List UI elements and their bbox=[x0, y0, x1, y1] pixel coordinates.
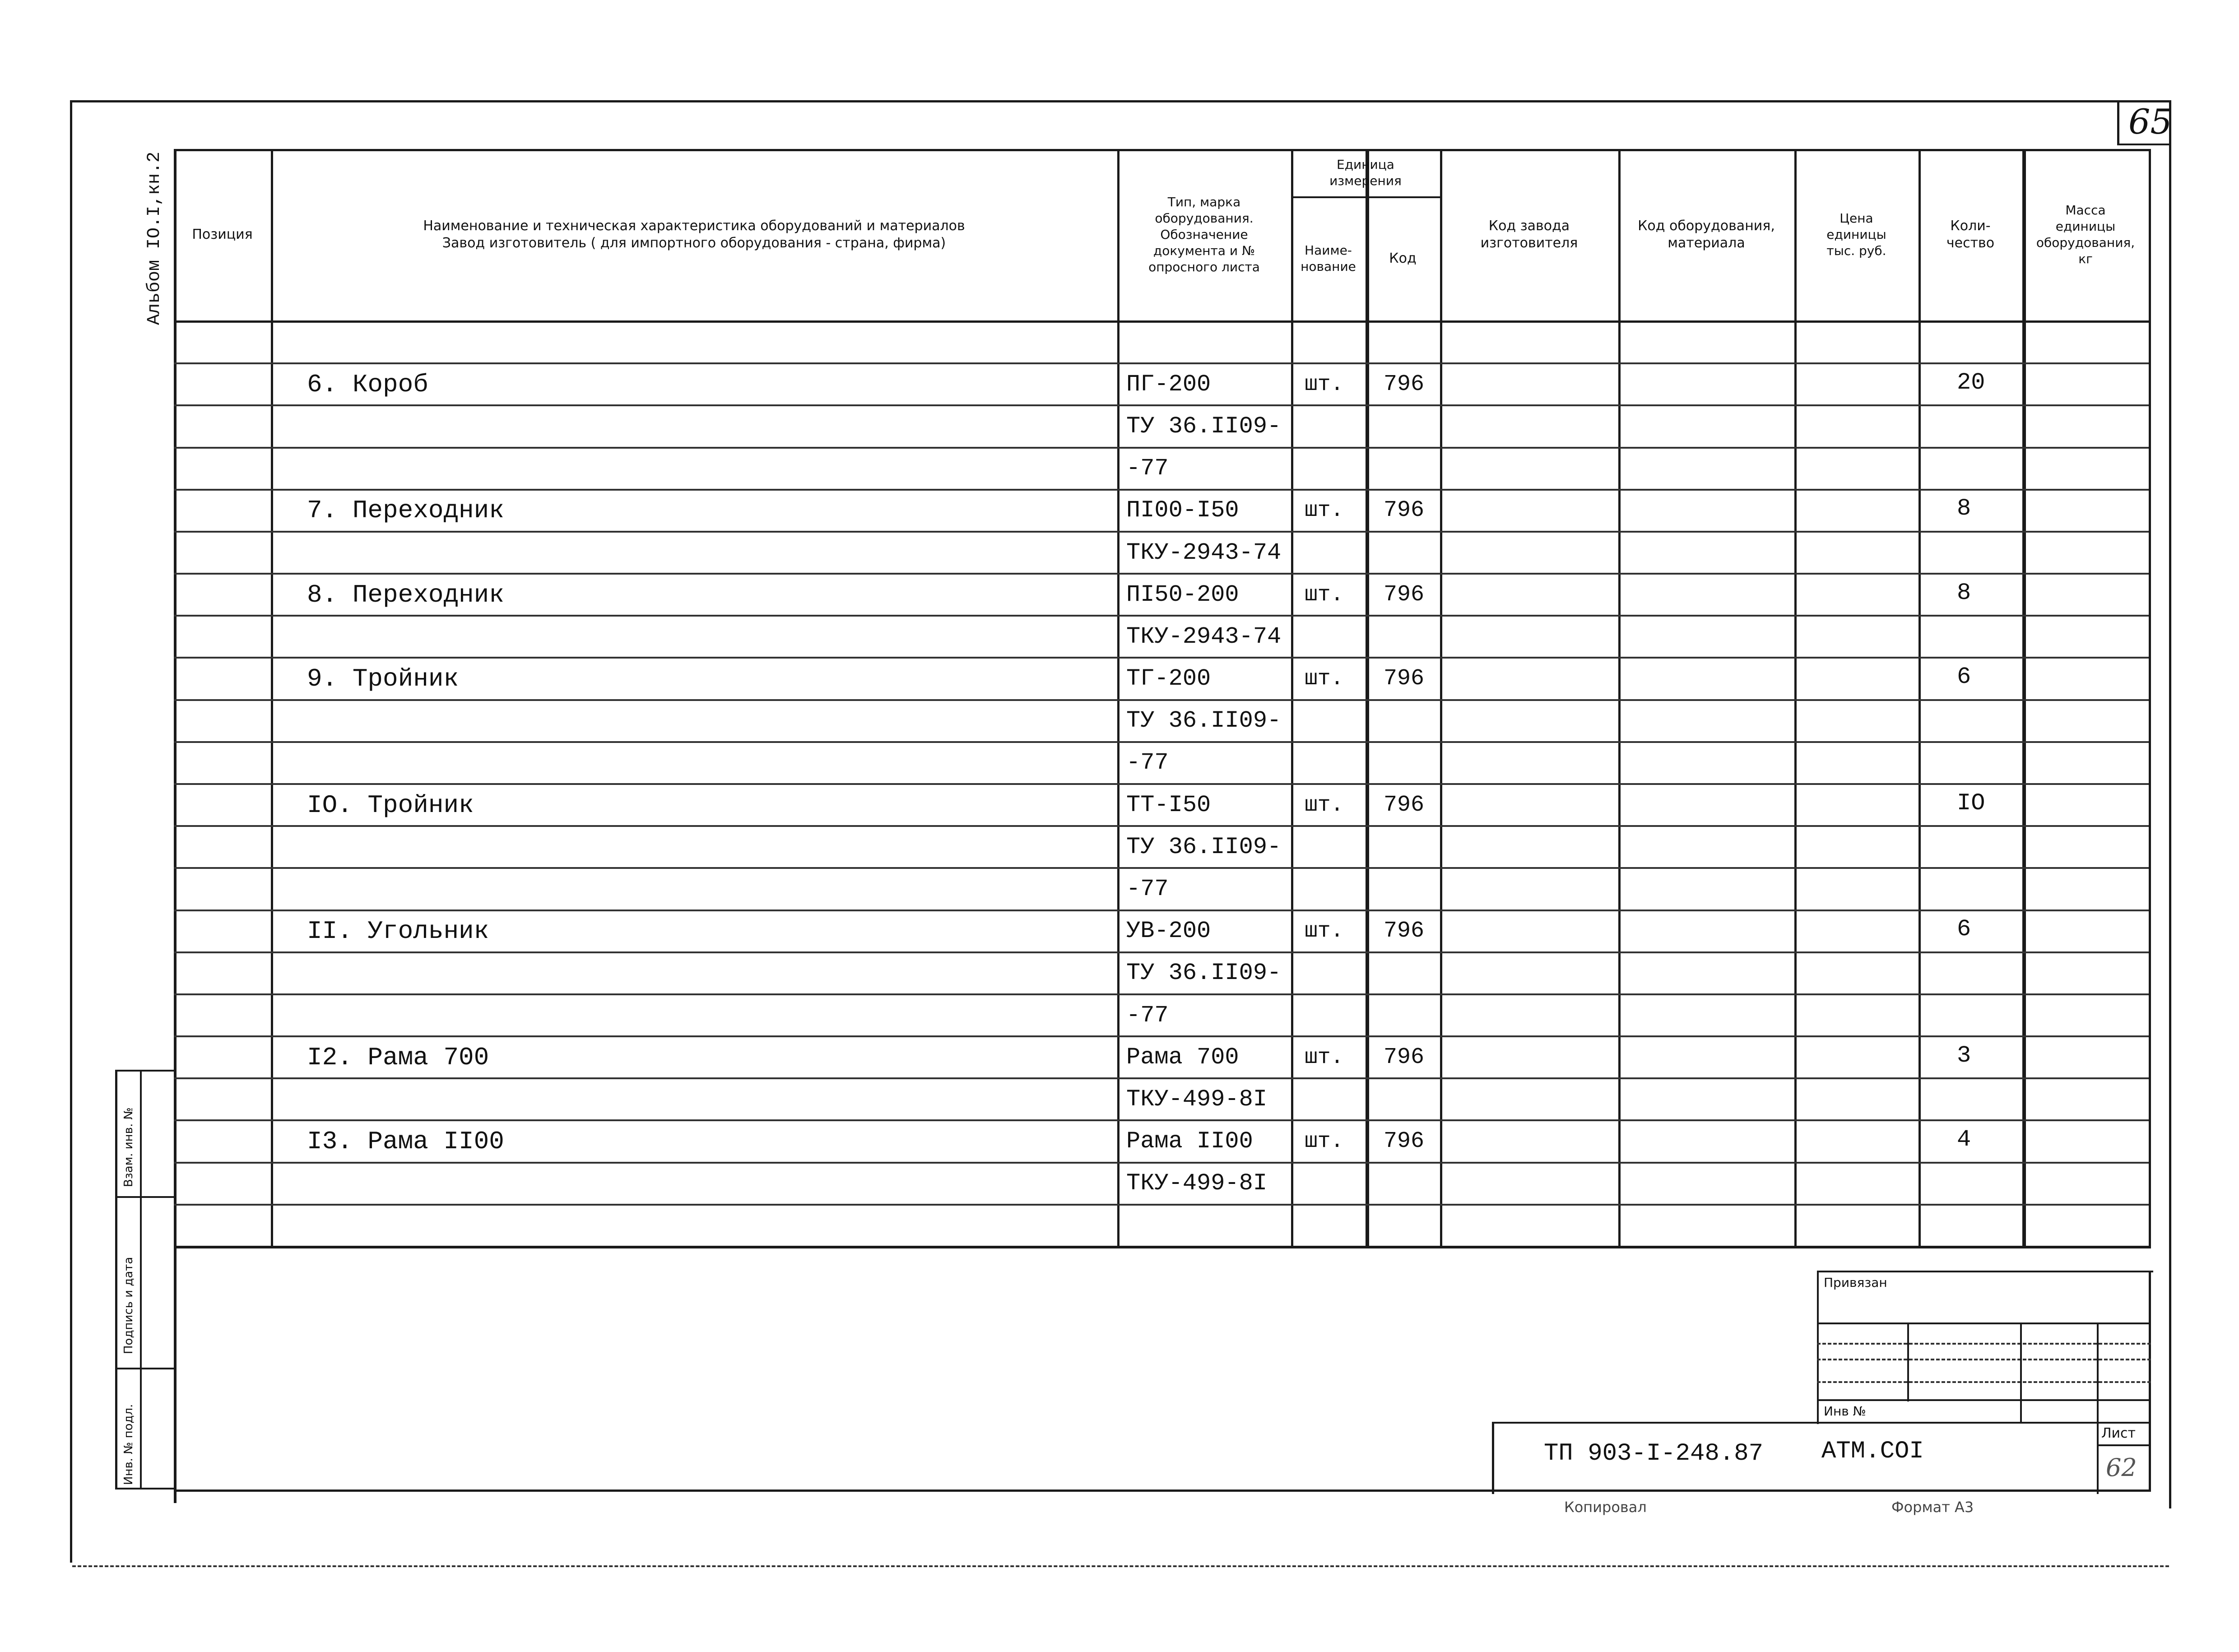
page-number-box-bottom bbox=[2117, 144, 2171, 145]
item-type: -77 bbox=[1126, 455, 1169, 482]
item-quantity: 3 bbox=[1957, 1042, 1971, 1069]
applied-label: Привязан bbox=[1824, 1275, 1887, 1290]
item-unit: шт. bbox=[1305, 667, 1344, 691]
item-type: ТУ 36.II09- bbox=[1126, 960, 1282, 986]
item-type: ТКУ-499-8I bbox=[1126, 1170, 1268, 1197]
header-unit-code: Код bbox=[1389, 250, 1417, 266]
table-row-line bbox=[174, 573, 2149, 575]
item-unit: шт. bbox=[1305, 498, 1344, 523]
table-row-line bbox=[174, 489, 2149, 491]
item-type: УВ-200 bbox=[1126, 918, 1211, 944]
item-unit: шт. bbox=[1305, 1129, 1344, 1154]
side-stamp-sep1 bbox=[115, 1196, 176, 1198]
table-row-line bbox=[174, 867, 2149, 869]
header-unit-group: Единица измерения bbox=[1329, 157, 1402, 188]
table-row-line bbox=[174, 951, 2149, 953]
item-unit: шт. bbox=[1305, 372, 1344, 397]
item-unit-code: 796 bbox=[1384, 582, 1425, 608]
table-row-line bbox=[174, 783, 2149, 785]
outer-frame-left bbox=[70, 100, 72, 1563]
item-type: ТУ 36.II09- bbox=[1126, 707, 1282, 734]
item-type: -77 bbox=[1126, 876, 1169, 902]
inv-no-label: Инв № bbox=[1824, 1404, 1866, 1419]
side-stamp-top bbox=[115, 1070, 176, 1072]
item-name: I3. Рама II00 bbox=[307, 1127, 504, 1156]
item-name: I2. Рама 700 bbox=[307, 1043, 489, 1072]
side-stamp-bottom bbox=[115, 1488, 176, 1490]
outer-frame-right bbox=[2169, 100, 2171, 1508]
item-unit: шт. bbox=[1305, 793, 1344, 817]
table-body-bottom bbox=[174, 1246, 2149, 1248]
header-price: Цена единицы тыс. руб. bbox=[1826, 211, 1886, 258]
item-type: -77 bbox=[1126, 749, 1169, 776]
item-type: ТТ-I50 bbox=[1126, 792, 1211, 818]
item-name: IO. Тройник bbox=[307, 791, 474, 820]
item-type: Рама II00 bbox=[1126, 1128, 1253, 1155]
item-unit: шт. bbox=[1305, 583, 1344, 607]
item-quantity: 8 bbox=[1957, 580, 1971, 606]
side-stamp-box1-label: Взам. инв. № bbox=[122, 1107, 135, 1187]
item-type: ТКУ-499-8I bbox=[1126, 1086, 1268, 1113]
sheet-label: Лист bbox=[2101, 1425, 2136, 1441]
table-row-line bbox=[174, 615, 2149, 617]
item-unit-code: 796 bbox=[1384, 918, 1425, 944]
inner-frame-bottom bbox=[174, 1490, 2151, 1492]
document-code: ТП 903-I-248.87 bbox=[1544, 1440, 1764, 1467]
item-type: -77 bbox=[1126, 1002, 1169, 1029]
table-row-line bbox=[174, 1035, 2149, 1037]
item-type: ПГ-200 bbox=[1126, 371, 1211, 398]
item-quantity: 8 bbox=[1957, 495, 1971, 522]
table-row-line bbox=[174, 1077, 2149, 1079]
table-row-line bbox=[174, 825, 2149, 827]
table-row-line bbox=[174, 531, 2149, 533]
side-stamp-box2-label: Подпись и дата bbox=[122, 1257, 135, 1354]
item-unit-code: 796 bbox=[1384, 666, 1425, 691]
item-unit: шт. bbox=[1305, 919, 1344, 943]
table-row-line bbox=[174, 699, 2149, 701]
item-quantity: IO bbox=[1957, 790, 1985, 817]
sheet-number: 62 bbox=[2106, 1453, 2137, 1482]
item-name: 8. Переходник bbox=[307, 580, 504, 609]
table-column-border bbox=[2149, 149, 2151, 1248]
item-type: ТКУ-2943-74 bbox=[1126, 623, 1282, 650]
item-type: ТГ-200 bbox=[1126, 665, 1211, 692]
table-row-line bbox=[174, 362, 2149, 364]
item-unit-code: 796 bbox=[1384, 371, 1425, 397]
outer-frame-bottom bbox=[72, 1565, 2169, 1567]
header-type: Тип, марка оборудования. Обозначение документа и № опросного листа bbox=[1148, 195, 1260, 274]
format-label: Формат А3 bbox=[1891, 1499, 1974, 1516]
item-unit-code: 796 bbox=[1384, 497, 1425, 523]
header-quantity: Коли- чество bbox=[1946, 218, 1995, 251]
item-type: ТКУ-2943-74 bbox=[1126, 539, 1282, 566]
table-row-line bbox=[174, 910, 2149, 911]
side-stamp-box3-label: Инв. № подл. bbox=[122, 1404, 135, 1485]
header-factory-code: Код завода изготовителя bbox=[1480, 218, 1578, 251]
table-row-line bbox=[174, 1204, 2149, 1206]
item-quantity: 20 bbox=[1957, 369, 1985, 396]
table-row-line bbox=[174, 1119, 2149, 1121]
item-type: ТУ 36.II09- bbox=[1126, 413, 1282, 440]
header-mass: Масса единицы оборудования, кг bbox=[2036, 203, 2135, 266]
item-quantity: 4 bbox=[1957, 1126, 1971, 1153]
table-row-line bbox=[174, 404, 2149, 406]
header-position: Позиция bbox=[192, 227, 253, 242]
item-quantity: 6 bbox=[1957, 664, 1971, 690]
item-type: ПI50-200 bbox=[1126, 581, 1239, 608]
header-name: Наименование и техническая характеристика оборудований и материалов Завод изготовитель ( для импортного оборудования - страна, фирма) bbox=[423, 218, 965, 251]
item-unit-code: 796 bbox=[1384, 1044, 1425, 1070]
item-unit-code: 796 bbox=[1384, 792, 1425, 818]
header-unit-name: Наиме- нование bbox=[1301, 242, 1356, 274]
item-unit: шт. bbox=[1305, 1045, 1344, 1070]
item-unit-code: 796 bbox=[1384, 1128, 1425, 1154]
item-quantity: 6 bbox=[1957, 916, 1971, 942]
item-name: 7. Переходник bbox=[307, 496, 504, 525]
item-type: Рама 700 bbox=[1126, 1044, 1239, 1071]
item-name: 6. Короб bbox=[307, 370, 428, 399]
table-row-line bbox=[174, 741, 2149, 743]
item-type: ПI00-I50 bbox=[1126, 497, 1239, 524]
side-stamp-divider bbox=[140, 1070, 142, 1490]
copied-label: Копировал bbox=[1564, 1499, 1647, 1516]
page-number-box-left bbox=[2117, 100, 2119, 145]
header-equipment-code: Код оборудования, материала bbox=[1638, 218, 1775, 251]
side-stamp-sep2 bbox=[115, 1368, 176, 1369]
album-label: Альбом IO.I,кн.2 bbox=[144, 151, 165, 325]
item-name: 9. Тройник bbox=[307, 664, 459, 693]
sheet-mark: АТМ.СОI bbox=[1821, 1438, 1924, 1465]
item-type: ТУ 36.II09- bbox=[1126, 834, 1282, 860]
table-row-line bbox=[174, 657, 2149, 659]
item-name: II. Угольник bbox=[307, 917, 489, 946]
table-row-line bbox=[174, 1162, 2149, 1164]
table-header-bottom bbox=[174, 320, 2149, 323]
table-row-line bbox=[174, 447, 2149, 449]
side-stamp-left bbox=[115, 1070, 117, 1490]
page-number: 65 bbox=[2128, 102, 2172, 142]
table-row-line bbox=[174, 993, 2149, 995]
outer-frame-top bbox=[70, 100, 2171, 102]
